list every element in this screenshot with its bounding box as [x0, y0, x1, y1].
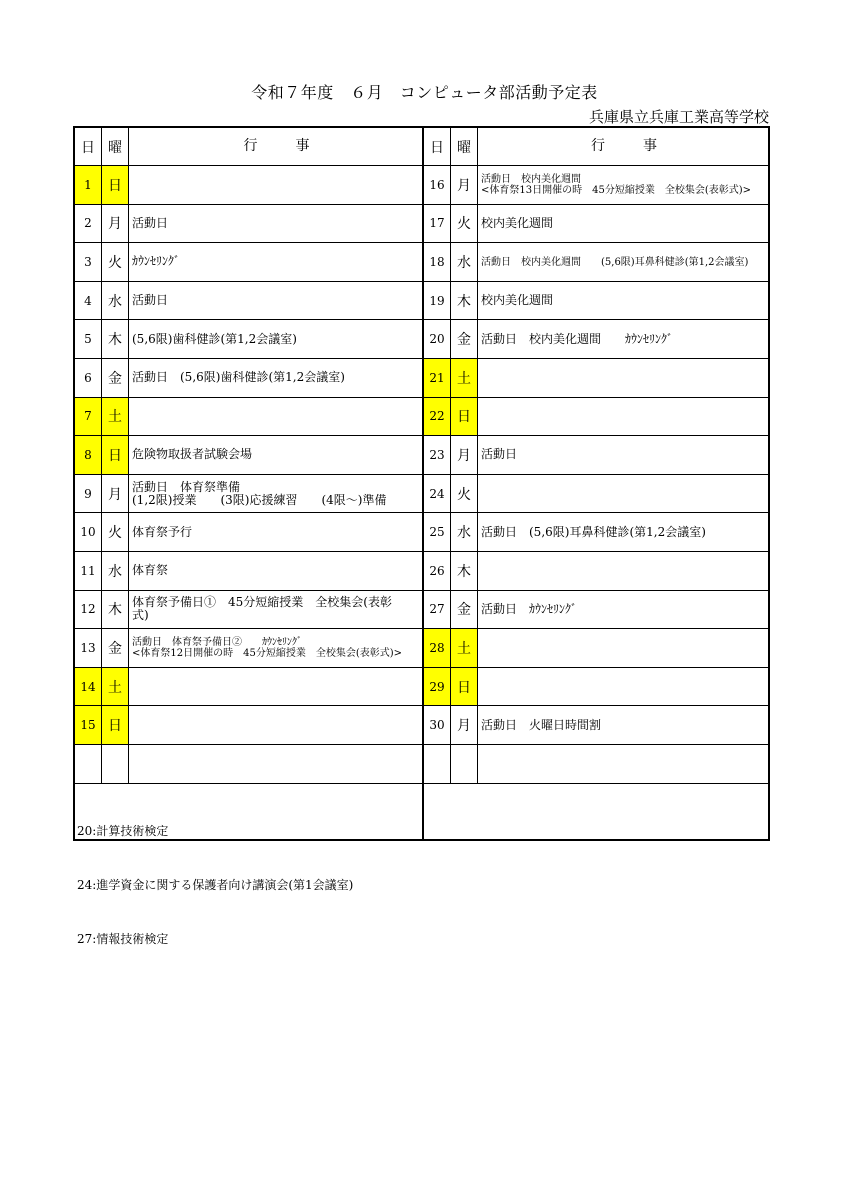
- event-line: 活動日 校内美化週間 ｶｳﾝｾﾘﾝｸﾞ: [481, 331, 674, 346]
- event-text: [132, 526, 192, 539]
- event-cell: [129, 436, 424, 474]
- weekday: 火: [102, 243, 129, 281]
- event-line: 体育祭: [132, 563, 169, 578]
- event-cell: [129, 668, 424, 706]
- table-row: [75, 745, 768, 784]
- event-cell: [478, 552, 768, 590]
- event-text: [481, 174, 751, 196]
- day-number: 22: [424, 398, 451, 436]
- event-line: <体育祭12日開催の時 45分短縮授業 全校集会(表彰式)>: [132, 647, 403, 659]
- table-header-row: [75, 128, 768, 166]
- weekday: 水: [451, 243, 478, 281]
- event-line: 活動日: [481, 447, 518, 462]
- event-cell: [478, 398, 768, 436]
- event-cell: [478, 166, 768, 204]
- event-text: [132, 481, 386, 507]
- weekday: 木: [102, 320, 129, 358]
- header-event: 行事: [591, 138, 695, 154]
- day-number: 14: [75, 668, 102, 706]
- weekday: 土: [102, 398, 129, 436]
- weekday: 金: [451, 320, 478, 358]
- event-text: [481, 526, 706, 539]
- table-row: [75, 706, 768, 745]
- event-cell: [129, 359, 424, 397]
- table-row: [75, 436, 768, 475]
- day-number: 17: [424, 205, 451, 243]
- event-cell: [478, 359, 768, 397]
- event-cell: [478, 282, 768, 320]
- day-number: 19: [424, 282, 451, 320]
- event-line: 校内美化週間: [481, 293, 554, 308]
- event-line: 活動日 校内美化週間: [481, 173, 581, 185]
- event-line: 式): [132, 608, 149, 623]
- event-text: [481, 217, 553, 230]
- day-number: 4: [75, 282, 102, 320]
- weekday: 月: [451, 706, 478, 744]
- header-event: 行事: [129, 128, 424, 165]
- notes-box: [75, 784, 424, 946]
- event-text: [132, 294, 168, 307]
- day-number: 12: [75, 591, 102, 629]
- day-number: 18: [424, 243, 451, 281]
- header-dow: 曜: [451, 128, 478, 165]
- weekday: 火: [102, 513, 129, 551]
- weekday: 火: [451, 205, 478, 243]
- event-cell: [478, 243, 768, 281]
- table-row: [75, 320, 768, 359]
- table-row: [75, 166, 768, 205]
- event-line: 危険物取扱者試験会場: [132, 447, 253, 462]
- event-cell: [478, 745, 768, 783]
- event-text: [132, 448, 252, 461]
- event-text: [481, 255, 748, 268]
- day-number: 30: [424, 706, 451, 744]
- event-cell: [129, 166, 424, 204]
- weekday: 日: [102, 166, 129, 204]
- event-line: 活動日 火曜日時間割: [481, 717, 602, 732]
- day-number: 5: [75, 320, 102, 358]
- weekday: [451, 745, 478, 783]
- day-number: 2: [75, 205, 102, 243]
- table-row: [75, 282, 768, 321]
- table-row: [75, 398, 768, 437]
- day-number: [424, 745, 451, 783]
- event-text: [132, 333, 297, 346]
- day-number: 28: [424, 629, 451, 667]
- day-number: 3: [75, 243, 102, 281]
- event-text: [481, 333, 673, 346]
- weekday: 金: [451, 591, 478, 629]
- header-day: 日: [424, 128, 451, 165]
- event-cell: [129, 320, 424, 358]
- weekday: 水: [102, 282, 129, 320]
- table-row: [75, 513, 768, 552]
- event-cell: [129, 282, 424, 320]
- event-line: 活動日 校内美化週間 (5,6限)耳鼻科健診(第1,2会議室): [481, 257, 749, 269]
- event-line: 活動日 (5,6限)歯科健診(第1,2会議室): [132, 370, 345, 385]
- day-number: 10: [75, 513, 102, 551]
- event-text: [132, 564, 168, 577]
- weekday: 水: [451, 513, 478, 551]
- day-number: 21: [424, 359, 451, 397]
- weekday: 日: [102, 706, 129, 744]
- weekday: 日: [451, 668, 478, 706]
- event-line: 体育祭予行: [132, 524, 193, 539]
- event-line: (5,6限)歯科健診(第1,2会議室): [132, 331, 297, 346]
- note-line: 20:計算技術検定: [77, 823, 169, 838]
- event-cell: [478, 668, 768, 706]
- weekday: 日: [451, 398, 478, 436]
- school-name: 兵庫県立兵庫工業高等学校: [588, 108, 769, 126]
- event-line: 活動日: [132, 293, 169, 308]
- weekday: 木: [102, 591, 129, 629]
- event-cell: [129, 243, 424, 281]
- page-title: 令和７年度 ６月 コンピュータ部活動予定表: [251, 83, 598, 102]
- weekday: 土: [451, 359, 478, 397]
- weekday: 木: [451, 282, 478, 320]
- day-number: 11: [75, 552, 102, 590]
- table-row: [75, 243, 768, 282]
- event-cell: [129, 205, 424, 243]
- day-number: 27: [424, 591, 451, 629]
- weekday: 火: [451, 475, 478, 513]
- header-day: 日: [75, 128, 102, 165]
- event-cell: [478, 591, 768, 629]
- table-row: [75, 552, 768, 591]
- weekday: 月: [102, 475, 129, 513]
- table-row: [75, 359, 768, 398]
- event-line: 校内美化週間: [481, 215, 554, 230]
- day-number: 26: [424, 552, 451, 590]
- event-text: [481, 448, 517, 461]
- schedule-table: [73, 126, 770, 946]
- event-line: <体育祭13日開催の時 45分短縮授業 全校集会(表彰式)>: [481, 184, 752, 196]
- event-cell: [478, 513, 768, 551]
- header-dow: 曜: [102, 128, 129, 165]
- weekday: 月: [451, 436, 478, 474]
- day-number: 20: [424, 320, 451, 358]
- note-line: 27:情報技術検定: [77, 931, 169, 946]
- table-row: [75, 629, 768, 668]
- event-text: [132, 255, 180, 268]
- event-text: [481, 294, 553, 307]
- weekday: 木: [451, 552, 478, 590]
- event-text: [132, 596, 392, 622]
- weekday: 月: [451, 166, 478, 204]
- event-cell: [478, 320, 768, 358]
- day-number: 16: [424, 166, 451, 204]
- day-number: 1: [75, 166, 102, 204]
- event-text: [132, 637, 402, 659]
- event-text: [481, 603, 577, 616]
- event-line: 活動日 (5,6限)耳鼻科健診(第1,2会議室): [481, 524, 706, 539]
- weekday: 金: [102, 629, 129, 667]
- note-line: 24:進学資金に関する保護者向け講演会(第1会議室): [77, 877, 354, 892]
- event-cell: [129, 552, 424, 590]
- day-number: 15: [75, 706, 102, 744]
- event-cell: [129, 706, 424, 744]
- event-line: 活動日 ｶｳﾝｾﾘﾝｸﾞ: [481, 601, 578, 616]
- event-text: [132, 371, 345, 384]
- event-cell: [129, 398, 424, 436]
- event-cell: [129, 629, 424, 667]
- day-number: 8: [75, 436, 102, 474]
- event-cell: [478, 436, 768, 474]
- event-cell: [478, 475, 768, 513]
- weekday: 水: [102, 552, 129, 590]
- day-number: 23: [424, 436, 451, 474]
- table-row: [75, 205, 768, 244]
- event-cell: [129, 745, 424, 783]
- event-text: [481, 719, 601, 732]
- day-number: 7: [75, 398, 102, 436]
- event-cell: [129, 475, 424, 513]
- event-cell: [478, 706, 768, 744]
- day-number: 9: [75, 475, 102, 513]
- weekday: 土: [451, 629, 478, 667]
- event-line: 体育祭予備日① 45分短縮授業 全校集会(表彰: [132, 595, 392, 610]
- event-cell: [478, 629, 768, 667]
- day-number: 25: [424, 513, 451, 551]
- event-line: ｶｳﾝｾﾘﾝｸﾞ: [132, 254, 181, 269]
- table-row: [75, 668, 768, 707]
- day-number: 29: [424, 668, 451, 706]
- weekday: 金: [102, 359, 129, 397]
- event-line: 活動日 体育祭準備: [132, 479, 241, 494]
- event-cell: [478, 205, 768, 243]
- weekday: 月: [102, 205, 129, 243]
- weekday: [102, 745, 129, 783]
- event-line: (1,2限)授業 (3限)応援練習 (4限～)準備: [132, 492, 387, 507]
- event-line: 活動日 体育祭予備日② ｶｳﾝｾﾘﾝｸﾞ: [132, 636, 302, 648]
- day-number: [75, 745, 102, 783]
- table-row: [75, 475, 768, 514]
- event-text: [132, 217, 168, 230]
- weekday: 土: [102, 668, 129, 706]
- day-number: 24: [424, 475, 451, 513]
- day-number: 13: [75, 629, 102, 667]
- weekday: 日: [102, 436, 129, 474]
- table-row: [75, 591, 768, 630]
- event-cell: [129, 591, 424, 629]
- event-cell: [129, 513, 424, 551]
- day-number: 6: [75, 359, 102, 397]
- event-line: 活動日: [132, 215, 169, 230]
